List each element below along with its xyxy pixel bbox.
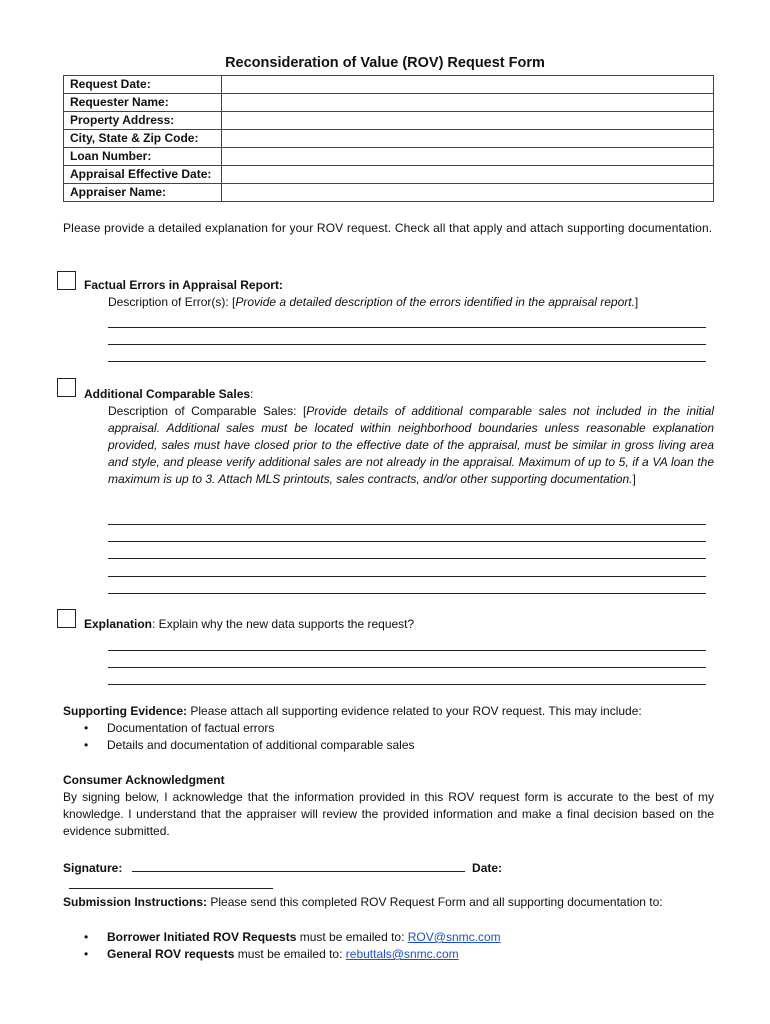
list-item: • General ROV requests must be emailed to: rebuttals@snmc.com	[63, 946, 714, 963]
date-label: Date:	[472, 861, 503, 875]
list-item: • Details and documentation of additional comparable sales	[63, 737, 714, 754]
additional-comparables-heading: Additional Comparable Sales:	[84, 387, 254, 401]
submission-instructions: Submission Instructions: Please send this completed ROV Request Form and all supporting documentation to:	[63, 895, 663, 909]
answer-line[interactable]	[108, 558, 706, 559]
answer-line[interactable]	[108, 684, 706, 685]
answer-line[interactable]	[108, 593, 706, 594]
property-address-label: Property Address:	[64, 112, 222, 130]
intro-text: Please provide a detailed explanation for your ROV request. Check all that apply and attach supporting documentation.	[63, 221, 713, 235]
request-info-table	[63, 75, 714, 202]
answer-line[interactable]	[108, 327, 706, 328]
signature-line[interactable]	[132, 860, 465, 872]
signature-row	[63, 860, 714, 894]
appraisal-effective-date-field[interactable]	[222, 166, 714, 184]
form-title: Reconsideration of Value (ROV) Request Form	[225, 55, 545, 71]
request-date-label: Request Date:	[64, 76, 222, 94]
answer-line[interactable]	[108, 361, 706, 362]
acknowledgment-text: By signing below, I acknowledge that the information provided in this ROV request form is accurate to the best of my knowledge. I understand that the appraiser will review the provided information and make a final decision based on the evidence submitted.	[63, 790, 714, 838]
loan-number-field[interactable]	[222, 148, 714, 166]
rebuttals-email-link[interactable]: rebuttals@snmc.com	[345, 947, 459, 961]
acknowledgment-section	[63, 772, 714, 840]
factual-errors-description: Description of Error(s): [Provide a detailed description of the errors identified in the appraisal report.]	[108, 295, 639, 309]
list-item: • Documentation of factual errors	[63, 720, 714, 737]
answer-line[interactable]	[108, 344, 706, 345]
rov-email-link[interactable]: ROV@snmc.com	[407, 930, 501, 944]
submission-list	[63, 929, 714, 963]
property-address-field[interactable]	[222, 112, 714, 130]
factual-errors-checkbox[interactable]	[57, 271, 76, 290]
answer-line[interactable]	[108, 576, 706, 577]
acknowledgment-heading: Consumer Acknowledgment	[63, 773, 225, 787]
appraiser-name-field[interactable]	[222, 184, 714, 202]
factual-errors-heading: Factual Errors in Appraisal Report:	[84, 278, 283, 292]
requester-name-label: Requester Name:	[64, 94, 222, 112]
table-row	[64, 130, 714, 148]
supporting-evidence-intro: Supporting Evidence: Please attach all supporting evidence related to your ROV request. This may include:	[63, 704, 642, 718]
signature-label: Signature:	[63, 861, 123, 875]
answer-line[interactable]	[108, 524, 706, 525]
table-row	[64, 166, 714, 184]
table-row	[64, 76, 714, 94]
answer-line[interactable]	[108, 667, 706, 668]
table-row	[64, 148, 714, 166]
city-state-zip-field[interactable]	[222, 130, 714, 148]
list-item: • Borrower Initiated ROV Requests must be emailed to: ROV@snmc.com	[63, 929, 714, 946]
additional-comparables-checkbox[interactable]	[57, 378, 76, 397]
explanation-heading: Explanation: Explain why the new data supports the request?	[84, 617, 415, 631]
table-row	[64, 112, 714, 130]
explanation-checkbox[interactable]	[57, 609, 76, 628]
table-row	[64, 94, 714, 112]
answer-line[interactable]	[108, 541, 706, 542]
requester-name-field[interactable]	[222, 94, 714, 112]
appraisal-effective-date-label: Appraisal Effective Date:	[64, 166, 222, 184]
appraiser-name-label: Appraiser Name:	[64, 184, 222, 202]
date-line[interactable]	[69, 877, 273, 889]
additional-comparables-description: Description of Comparable Sales: [Provide details of additional comparable sales not included in the initial appraisal. Additional sales must be located within neighborhood boundaries unless reasonable explanation provided, sales must have closed prior to the effective date of the appraisal, must be similar in gross living area and style, and please verify additional sales are not already in the appraisal. Maximum of up to 5, if a VA loan the maximum is up to 3. Attach MLS printouts, sales contracts, and/or other supporting documentation.]	[108, 404, 715, 486]
loan-number-label: Loan Number:	[64, 148, 222, 166]
table-row	[64, 184, 714, 202]
city-state-zip-label: City, State & Zip Code:	[64, 130, 222, 148]
answer-line[interactable]	[108, 650, 706, 651]
request-date-field[interactable]	[222, 76, 714, 94]
supporting-evidence-section	[63, 703, 714, 754]
